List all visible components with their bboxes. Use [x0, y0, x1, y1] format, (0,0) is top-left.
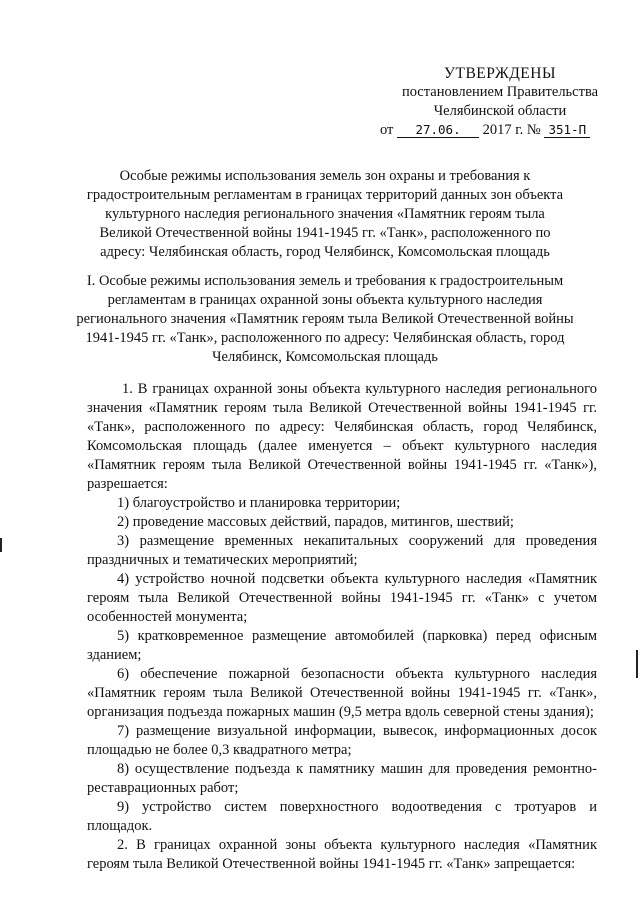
- number-field: 351-П: [544, 123, 590, 138]
- approval-stamp: [380, 64, 620, 140]
- document-body: [87, 380, 597, 874]
- document-title: Особые режимы использования земель зон охраны и требования к градостроительным регламентам в границах территорий данных зон объекта культурного наследия регионального значения «Памятник героям тыла Великой Отечественной войны 1941-1945 гг. «Танк», расположенного по адресу: Челябинская область, город Челябинск, Комсомольская площадь: [86, 168, 564, 260]
- date-field: 27.06.: [397, 123, 479, 138]
- scan-mark-left: [0, 538, 2, 552]
- from-label: от: [380, 122, 394, 138]
- list-item: 1) благоустройство и планировка территории;: [117, 495, 401, 511]
- list-item: 7) размещение визуальной информации, вывесок, информационных досок площадью не более 0,3 квадратного метра;: [87, 723, 597, 758]
- approval-heading: УТВЕРЖДЕНЫ: [444, 65, 556, 82]
- scan-mark-right: [636, 650, 638, 678]
- list-item: 5) кратковременное размещение автомобилей (парковка) перед офисным зданием;: [87, 628, 597, 663]
- list-item: 6) обеспечение пожарной безопасности объекта культурного наследия «Памятник героям тыла Великой Отечественной войны 1941-1945 гг. «Танк», организация подъезда пожарных машин (9,5 метра вдоль северной стены здания);: [87, 666, 597, 720]
- list-item: 4) устройство ночной подсветки объекта культурного наследия «Памятник героям тыла Великой Отечественной войны 1941-1945 гг. «Танк» с учетом особенностей монумента;: [87, 571, 597, 625]
- list-item: 9) устройство систем поверхностного водоотведения с тротуаров и площадок.: [87, 799, 597, 834]
- approval-line-1: постановлением Правительства: [401, 84, 599, 100]
- list-item: 2) проведение массовых действий, парадов, митингов, шествий;: [117, 514, 514, 530]
- list-item: 8) осуществление подъезда к памятнику машин для проведения ремонтно-реставрационных работ;: [87, 761, 597, 796]
- paragraph-2: 2. В границах охранной зоны объекта культурного наследия «Памятник героям тыла Великой Отечественной войны 1941-1945 гг. «Танк» запрещается:: [87, 837, 597, 872]
- paragraph-1: 1. В границах охранной зоны объекта культурного наследия регионального значения «Памятник героям тыла Великой Отечественной войны 1941-1945 гг. «Танк», расположенного по адресу: Челябинская область, город Челябинск, Комсомольская площадь (далее именуется – объект культурного наследия «Памятник героям тыла Великой Отечественной войны 1941-1945 гг. «Танк»), разрешается:: [87, 381, 597, 492]
- list-item: 3) размещение временных некапитальных сооружений для проведения праздничных и тематических мероприятий;: [87, 533, 597, 568]
- approval-dateline: [380, 121, 620, 140]
- section-title: I. Особые режимы использования земель и требования к градостроительным регламентам в границах охранной зоны объекта культурного наследия регионального значения «Памятник героям тыла Великой Отечественной войны 1941-1945 гг. «Танк», расположенного по адресу: Челябинская область, город Челябинск, Комсомольская площадь: [76, 273, 574, 365]
- approval-line-2: Челябинской области: [433, 103, 567, 119]
- year-label: 2017 г. №: [482, 122, 541, 138]
